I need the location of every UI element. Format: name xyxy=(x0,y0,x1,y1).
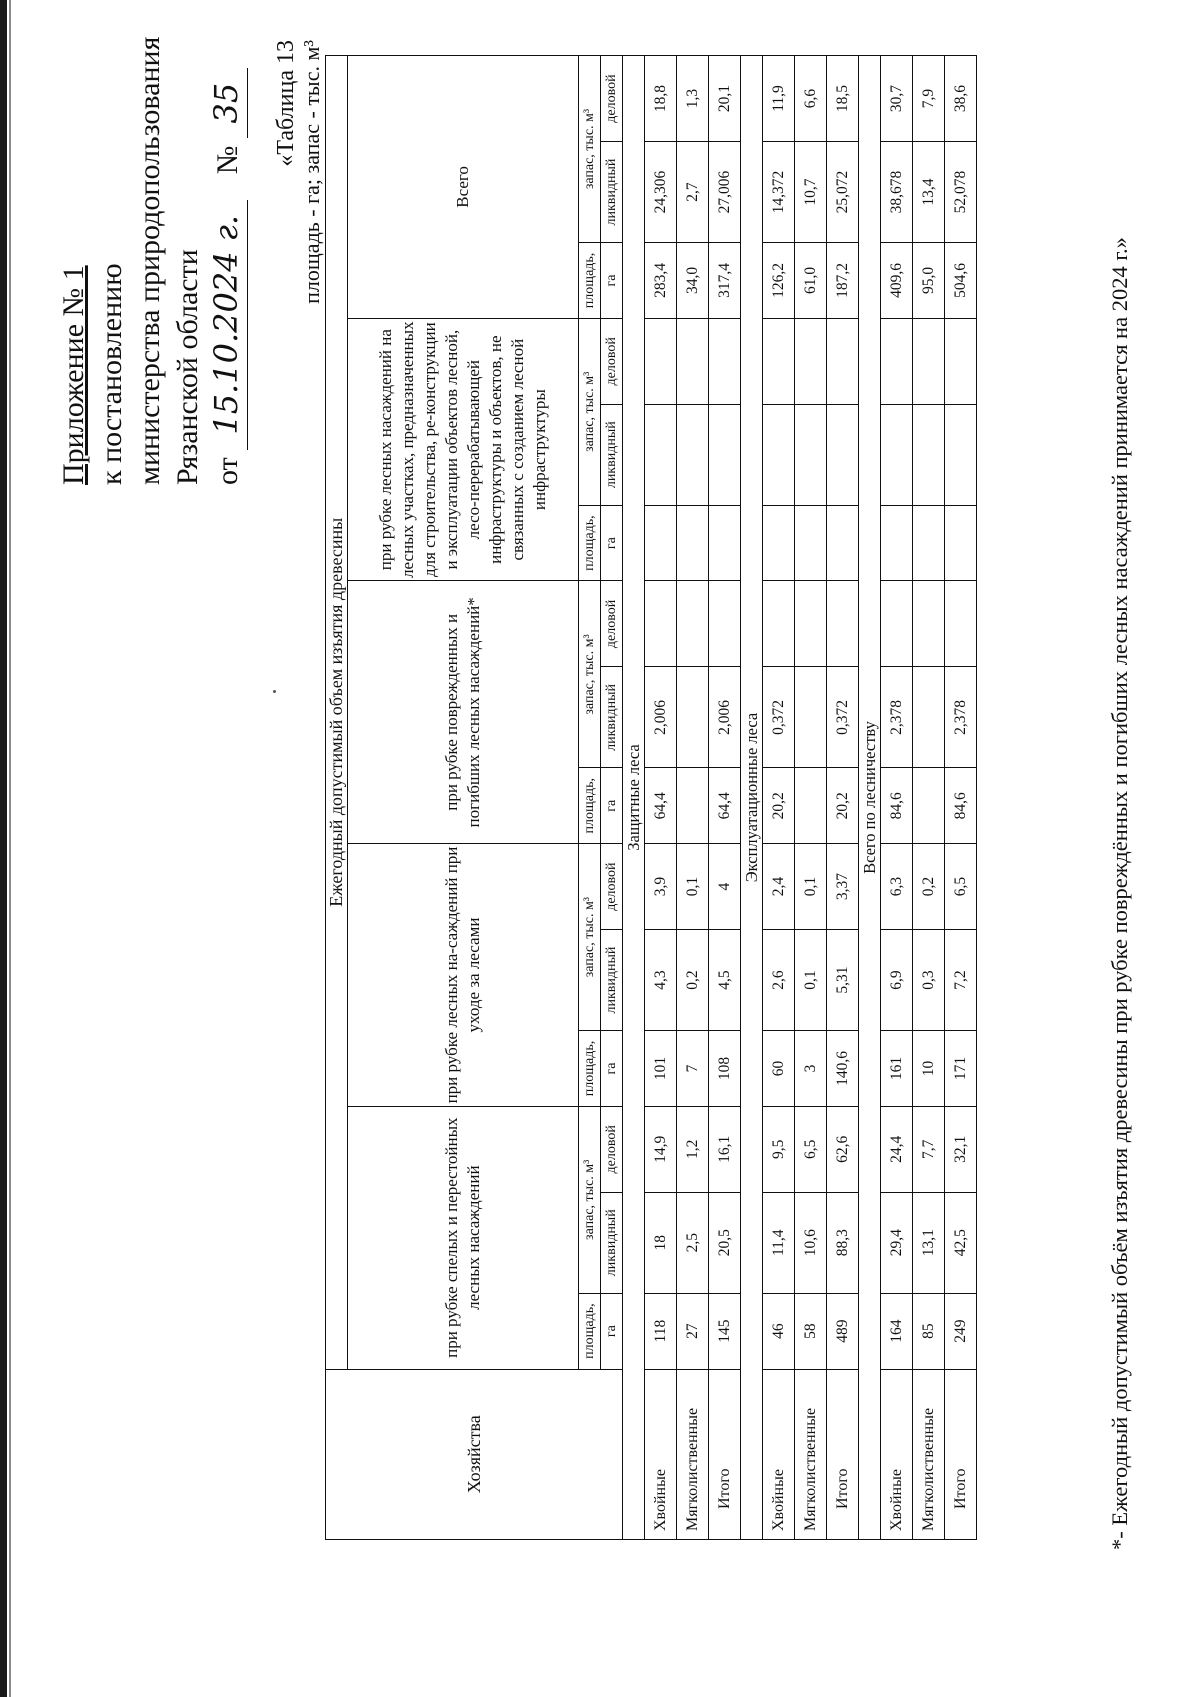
rotated-document-page xyxy=(25,20,1165,1660)
volume-group-header: Ежегодный допустимый объем изъятия древесины xyxy=(326,56,348,1370)
table-cell xyxy=(827,404,859,505)
table-cell: 161 xyxy=(881,1031,913,1107)
table-cell: 84,6 xyxy=(945,768,977,844)
table-cell: 88,3 xyxy=(827,1192,859,1293)
table-cell xyxy=(709,581,741,667)
table-cell xyxy=(913,768,945,844)
table-cell: 84,6 xyxy=(881,768,913,844)
table-cell: 18 xyxy=(645,1192,677,1293)
table-cell: 52,078 xyxy=(945,142,977,243)
table-body xyxy=(623,56,977,1540)
table-cell xyxy=(913,404,945,505)
table-cell: 409,6 xyxy=(881,243,913,319)
table-cell: 11,4 xyxy=(763,1192,795,1293)
table-cell xyxy=(913,505,945,581)
stock-label: запас, тыс. м³ xyxy=(579,1106,601,1293)
table-cell xyxy=(795,768,827,844)
table-cell: 2,5 xyxy=(677,1192,709,1293)
table-cell xyxy=(827,505,859,581)
row-category: Мягколиственные xyxy=(795,1369,827,1539)
group-header-thinning: при рубке лесных на-саждений при уходе за лесами xyxy=(348,844,579,1107)
business-label: деловой xyxy=(601,318,623,404)
liquid-label: ликвидный xyxy=(601,404,623,505)
table-cell xyxy=(795,581,827,667)
table-cell: 85 xyxy=(913,1293,945,1369)
table-cell: 58 xyxy=(795,1293,827,1369)
table-cell: 13,4 xyxy=(913,142,945,243)
area-label: площадь, xyxy=(579,1031,601,1107)
table-row xyxy=(945,56,977,1540)
table-cell: 3,37 xyxy=(827,844,859,930)
stock-label: запас, тыс. м³ xyxy=(579,844,601,1031)
row-category: Мягколиственные xyxy=(913,1369,945,1539)
table-cell: 38,6 xyxy=(945,56,977,142)
row-category: Итого xyxy=(709,1369,741,1539)
row-category: Хвойные xyxy=(881,1369,913,1539)
table-cell xyxy=(795,318,827,404)
table-cell: 10 xyxy=(913,1031,945,1107)
business-label: деловой xyxy=(601,581,623,667)
table-cell: 2,4 xyxy=(763,844,795,930)
liquid-label: ликвидный xyxy=(601,142,623,243)
table-reference xyxy=(273,40,325,370)
table-cell: 317,4 xyxy=(709,243,741,319)
table-cell: 6,3 xyxy=(881,844,913,930)
table-cell: 145 xyxy=(709,1293,741,1369)
table-cell: 13,1 xyxy=(913,1192,945,1293)
table-cell: 283,4 xyxy=(645,243,677,319)
section-row xyxy=(859,56,881,1540)
table-cell: 2,006 xyxy=(645,667,677,768)
row-category: Хвойные xyxy=(763,1369,795,1539)
table-cell: 0,372 xyxy=(827,667,859,768)
table-cell: 2,006 xyxy=(709,667,741,768)
table-cell: 20,1 xyxy=(709,56,741,142)
table-row xyxy=(795,56,827,1540)
table-cell: 16,1 xyxy=(709,1106,741,1192)
table-cell: 0,2 xyxy=(913,844,945,930)
area-unit: га xyxy=(601,243,623,319)
table-cell xyxy=(677,505,709,581)
table-cell: 126,2 xyxy=(763,243,795,319)
table-cell xyxy=(709,404,741,505)
table-cell: 27 xyxy=(677,1293,709,1369)
table-cell: 64,4 xyxy=(709,768,741,844)
business-label: деловой xyxy=(601,56,623,142)
handwritten-number: 35 xyxy=(207,82,245,124)
table-row xyxy=(677,56,709,1540)
stock-label: запас, тыс. м³ xyxy=(579,56,601,243)
from-label: от xyxy=(211,457,244,485)
table-cell xyxy=(881,404,913,505)
table-cell xyxy=(645,505,677,581)
row-category: Хвойные xyxy=(645,1369,677,1539)
group-header-infrastructure: при рубке лесных насаждений на лесных участках, предназначенных для строительства, ре-конструкции и эксплуатации объектов лесной, лесо-перерабатывающей инфраструктуры и объектов, не связанных с созданием лесной инфраструктуры xyxy=(348,318,579,581)
row-category: Итого xyxy=(827,1369,859,1539)
table-cell: 249 xyxy=(945,1293,977,1369)
table-cell: 489 xyxy=(827,1293,859,1369)
table-cell xyxy=(677,581,709,667)
appendix-date-line xyxy=(207,25,248,485)
area-unit: га xyxy=(601,1031,623,1107)
liquid-label: ликвидный xyxy=(601,667,623,768)
appendix-title: Приложение № 1 xyxy=(57,265,90,485)
table-cell: 3,9 xyxy=(645,844,677,930)
scan-left-edge xyxy=(0,0,7,1697)
table-cell: 11,9 xyxy=(763,56,795,142)
table-row xyxy=(645,56,677,1540)
table-cell: 6,5 xyxy=(795,1106,827,1192)
table-cell xyxy=(913,667,945,768)
table-cell: 10,6 xyxy=(795,1192,827,1293)
table-cell xyxy=(881,581,913,667)
table-cell xyxy=(913,318,945,404)
table-cell xyxy=(881,318,913,404)
table-cell: 34,0 xyxy=(677,243,709,319)
business-label: деловой xyxy=(601,1106,623,1192)
table-cell: 0,1 xyxy=(795,930,827,1031)
table-cell xyxy=(677,318,709,404)
scan-left-edge-shadow xyxy=(9,0,11,1697)
group-header-damaged: при рубке поврежденных и погибших лесных насаждений* xyxy=(348,581,579,844)
table-title: «Таблица 13 xyxy=(273,40,299,167)
table-cell: 140,6 xyxy=(827,1031,859,1107)
table-cell: 118 xyxy=(645,1293,677,1369)
section-row xyxy=(741,56,763,1540)
table-cell xyxy=(913,581,945,667)
number-field xyxy=(207,68,248,138)
table-units: площадь - га; запас - тыс. м³ xyxy=(299,40,324,304)
table-cell xyxy=(795,505,827,581)
table-cell: 18,8 xyxy=(645,56,677,142)
table-cell: 64,4 xyxy=(645,768,677,844)
table-cell xyxy=(763,404,795,505)
table-cell: 7,7 xyxy=(913,1106,945,1192)
number-label: № xyxy=(211,145,244,175)
section-title: Эксплуатационные леса xyxy=(741,56,763,1540)
table-cell xyxy=(763,581,795,667)
table-cell: 20,5 xyxy=(709,1192,741,1293)
table-cell xyxy=(881,505,913,581)
table-cell: 0,372 xyxy=(763,667,795,768)
appendix-line-2: к постановлению xyxy=(95,263,128,485)
table-cell: 61,0 xyxy=(795,243,827,319)
table-cell xyxy=(645,581,677,667)
farm-header: Хозяйства xyxy=(326,1369,623,1539)
area-label: площадь, xyxy=(579,768,601,844)
group-header-mature: при рубке спелых и перестойных лесных насаждений xyxy=(348,1106,579,1369)
table-cell: 30,7 xyxy=(881,56,913,142)
table-cell: 171 xyxy=(945,1031,977,1107)
area-unit: га xyxy=(601,768,623,844)
table-cell: 32,1 xyxy=(945,1106,977,1192)
row-category: Итого xyxy=(945,1369,977,1539)
table-cell: 95,0 xyxy=(913,243,945,319)
handwritten-date: 15.10.2024 г. xyxy=(207,214,245,435)
stock-label: запас, тыс. м³ xyxy=(579,581,601,768)
table-cell: 2,6 xyxy=(763,930,795,1031)
table-cell xyxy=(709,505,741,581)
table-row xyxy=(763,56,795,1540)
table-cell xyxy=(677,768,709,844)
table-cell: 38,678 xyxy=(881,142,913,243)
business-label: деловой xyxy=(601,844,623,930)
appendix-line-3: министерства природопользования xyxy=(133,36,166,485)
area-unit: га xyxy=(601,505,623,581)
table-cell: 6,6 xyxy=(795,56,827,142)
table-cell: 1,3 xyxy=(677,56,709,142)
table-cell: 46 xyxy=(763,1293,795,1369)
table-cell xyxy=(677,404,709,505)
table-cell xyxy=(945,404,977,505)
table-cell: 14,9 xyxy=(645,1106,677,1192)
table-cell: 0,1 xyxy=(795,844,827,930)
area-label: площадь, xyxy=(579,243,601,319)
harvest-volume-table xyxy=(325,55,977,1540)
table-row xyxy=(913,56,945,1540)
appendix-line-4: Рязанской области xyxy=(171,249,204,485)
table-row xyxy=(881,56,913,1540)
group-header-total: Всего xyxy=(348,56,579,319)
table-cell xyxy=(827,318,859,404)
table-cell: 187,2 xyxy=(827,243,859,319)
table-cell: 164 xyxy=(881,1293,913,1369)
table-cell: 4 xyxy=(709,844,741,930)
table-cell: 7,2 xyxy=(945,930,977,1031)
table-cell xyxy=(795,404,827,505)
row-category: Мягколиственные xyxy=(677,1369,709,1539)
table-cell: 6,5 xyxy=(945,844,977,930)
table-cell xyxy=(945,505,977,581)
table-cell: 9,5 xyxy=(763,1106,795,1192)
table-cell: 6,9 xyxy=(881,930,913,1031)
table-cell: 2,378 xyxy=(945,667,977,768)
table-cell xyxy=(945,581,977,667)
table-cell: 2,378 xyxy=(881,667,913,768)
table-cell: 60 xyxy=(763,1031,795,1107)
area-label: площадь, xyxy=(579,505,601,581)
liquid-label: ликвидный xyxy=(601,930,623,1031)
table-cell: 20,2 xyxy=(763,768,795,844)
section-row xyxy=(623,56,645,1540)
table-cell: 14,372 xyxy=(763,142,795,243)
table-cell: 10,7 xyxy=(795,142,827,243)
table-cell xyxy=(645,318,677,404)
table-cell: 4,5 xyxy=(709,930,741,1031)
footnote: *- Ежегодный допустимый объём изъятия древесины при рубке повреждённых и погибших лесных насаждений принимается на 2024 г.» xyxy=(1107,237,1132,1550)
table-cell: 0,3 xyxy=(913,930,945,1031)
table-cell: 2,7 xyxy=(677,142,709,243)
table-cell: 24,4 xyxy=(881,1106,913,1192)
table-cell xyxy=(945,318,977,404)
table-cell: 27,006 xyxy=(709,142,741,243)
table-cell: 29,4 xyxy=(881,1192,913,1293)
area-label: площадь, xyxy=(579,1293,601,1369)
table-cell: 1,2 xyxy=(677,1106,709,1192)
table-cell xyxy=(645,404,677,505)
table-cell: 18,5 xyxy=(827,56,859,142)
table-cell: 7,9 xyxy=(913,56,945,142)
table-cell: 20,2 xyxy=(827,768,859,844)
table-cell: 5,31 xyxy=(827,930,859,1031)
table-cell: 504,6 xyxy=(945,243,977,319)
table-cell: 4,3 xyxy=(645,930,677,1031)
table-cell: 7 xyxy=(677,1031,709,1107)
table-cell: 0,1 xyxy=(677,844,709,930)
appendix-header xyxy=(55,25,248,485)
table-row xyxy=(827,56,859,1540)
stock-label: запас, тыс. м³ xyxy=(579,318,601,505)
table-cell: 24,306 xyxy=(645,142,677,243)
section-title: Защитные леса xyxy=(623,56,645,1540)
table-cell xyxy=(827,581,859,667)
table-cell xyxy=(709,318,741,404)
table-cell xyxy=(795,667,827,768)
area-unit: га xyxy=(601,1293,623,1369)
table-cell: 25,072 xyxy=(827,142,859,243)
liquid-label: ликвидный xyxy=(601,1192,623,1293)
table-cell: 0,2 xyxy=(677,930,709,1031)
section-title: Всего по лесничеству xyxy=(859,56,881,1540)
table-cell xyxy=(763,318,795,404)
table-cell xyxy=(677,667,709,768)
table-row xyxy=(709,56,741,1540)
table-cell: 108 xyxy=(709,1031,741,1107)
table-cell: 3 xyxy=(795,1031,827,1107)
table-cell: 42,5 xyxy=(945,1192,977,1293)
table-cell: 101 xyxy=(645,1031,677,1107)
date-field xyxy=(207,200,248,450)
table-cell xyxy=(763,505,795,581)
table-cell: 62,6 xyxy=(827,1106,859,1192)
